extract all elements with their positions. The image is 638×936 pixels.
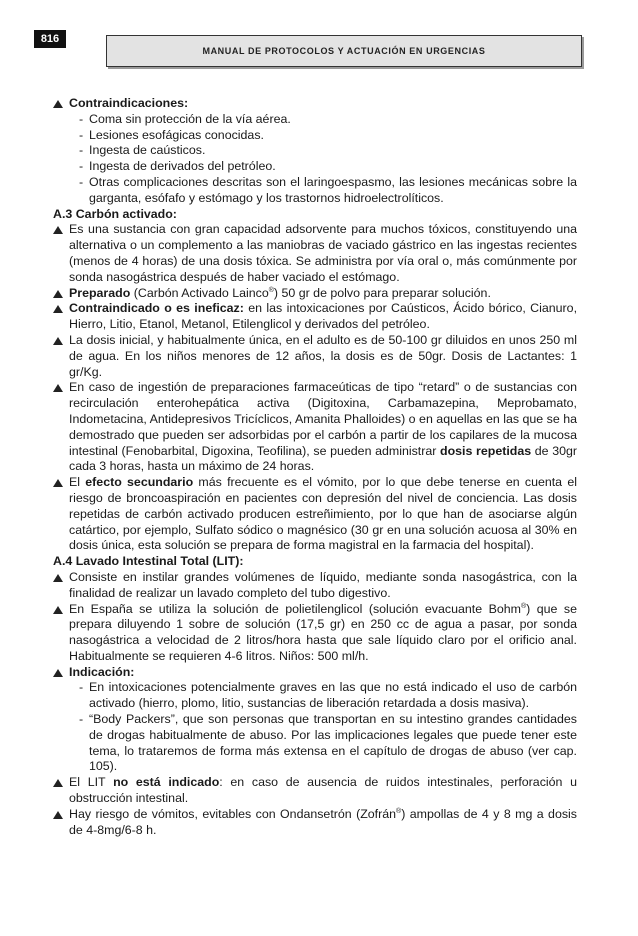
list-item: Consiste en instilar grandes volúmenes de líquido, mediante sonda nasogástrica, con la finalidad de realizar un lavado completo del tubo digestivo.	[53, 570, 577, 602]
page-body	[53, 96, 577, 838]
triangle-bullet-icon	[53, 305, 63, 313]
list-item: - Lesiones esofágicas conocidas.	[79, 127, 264, 142]
list-item: - En intoxicaciones potencialmente graves en las que no está indicado el uso de carbón activado (hierro, plomo, litio, sustancias de liberación retardada a dosis masiva).	[79, 680, 577, 711]
indication-heading: Indicación:	[53, 665, 577, 681]
section-heading-carbon: A.3 Carbón activado:	[53, 206, 177, 221]
triangle-bullet-icon	[53, 100, 63, 108]
list-item: El LIT no está indicado: en caso de ausencia de ruidos intestinales, perforación u obstrucción intestinal.	[53, 775, 577, 807]
triangle-bullet-icon	[53, 290, 63, 298]
list-item: - Otras complicaciones descritas son el laringoespasmo, las lesiones mecánicas sobre la garganta, esófafo y estómago y los trastornos hidroelectrolíticos.	[79, 174, 577, 205]
triangle-bullet-icon	[53, 337, 63, 345]
list-item: - Ingesta de derivados del petróleo.	[79, 159, 276, 174]
page-number: 816	[34, 30, 66, 48]
list-item: - Coma sin protección de la vía aérea.	[79, 111, 291, 126]
list-item: - “Body Packers”, que son personas que transportan en su intestino grandes cantidades de drogas habitualmente de abuso. Por las implicaciones legales que puede tener este tema, lo trataremos de forma más extensa en el capítulo de drogas de abuso (ver cap. 105).	[79, 712, 577, 774]
header-title: MANUAL DE PROTOCOLOS Y ACTUACIÓN EN URGENCIAS	[202, 46, 486, 56]
section-heading-lavado: A.4 Lavado Intestinal Total (LIT):	[53, 554, 244, 569]
contraindications-heading: Contraindicaciones:	[53, 96, 577, 112]
triangle-bullet-icon	[53, 226, 63, 234]
triangle-bullet-icon	[53, 779, 63, 787]
triangle-bullet-icon	[53, 606, 63, 614]
list-item: Contraindicado o es ineficaz: en las intoxicaciones por Caústicos, Ácido bórico, Cianuro, Hierro, Litio, Etanol, Metanol, Etilenglicol y derivados del petróleo.	[53, 301, 577, 333]
list-item: El efecto secundario más frecuente es el vómito, por lo que debe tenerse en cuenta el riesgo de broncoaspiración en pacientes con depresión del nivel de conciencia. Las dosis repetidas de carbón activado producen estreñimiento, por lo que han de asociarse algún catártico, por ejemplo, Sulfato sódico o magnésico (30 gr en una solución acuosa al 30% en dosis única, esta solución se prepara de forma magistral en la farmacia del hospital).	[53, 475, 577, 554]
triangle-bullet-icon	[53, 574, 63, 582]
list-item: Preparado (Carbón Activado Lainco®) 50 gr de polvo para preparar solución.	[53, 286, 577, 302]
running-header	[106, 35, 582, 67]
triangle-bullet-icon	[53, 811, 63, 819]
list-item: En España se utiliza la solución de polietilenglicol (solución evacuante Bohm®) que se prepara diluyendo 1 sobre de solución (17,5 gr) en 250 cc de agua a pasar, por sonda nasogástrica a velocidad de 2 litros/hora hasta que sale líquido claro por el orificio anal. Habitualmente se requieren 4-6 litros. Niños: 500 ml/h.	[53, 602, 577, 665]
list-item: Hay riesgo de vómitos, evitables con Ondansetrón (Zofrán®) ampollas de 4 y 8 mg a dosis de 4-8mg/6-8 h.	[53, 807, 577, 839]
list-item: - Ingesta de caústicos.	[79, 143, 206, 158]
triangle-bullet-icon	[53, 479, 63, 487]
list-item: Es una sustancia con gran capacidad adsorvente para muchos tóxicos, constituyendo una alternativa o un complemento a las maniobras de vaciado gástrico en las ingestas recientes (menos de 4 horas) de una dosis tóxica. Se administra por vía oral o, más comúnmente por sonda nasogástrica después de haber vaciado el estómago.	[53, 222, 577, 285]
triangle-bullet-icon	[53, 669, 63, 677]
triangle-bullet-icon	[53, 384, 63, 392]
list-item: La dosis inicial, y habitualmente única, en el adulto es de 50-100 gr diluidos en unos 250 ml de agua. En los niños menores de 12 años, la dosis es de 50gr. Dosis de Lactantes: 1 gr/Kg.	[53, 333, 577, 380]
list-item: En caso de ingestión de preparaciones farmaceúticas de tipo “retard” o de sustancias con recirculación enterohepática activa (Digitoxina, Carbamazepina, Meprobamato, Indometacina, Antidepresivos Tricíclicos, Amanita Phalloides) o en aquellas en las que se ha demostrado que pueden ser adsorbidas por el carbón a partir de los capilares de la mucosa intestinal (Fenobarbital, Digoxina, Teofilina), se pueden administrar dosis repetidas de 30gr cada 3 horas, hasta un máximo de 24 horas.	[53, 380, 577, 475]
